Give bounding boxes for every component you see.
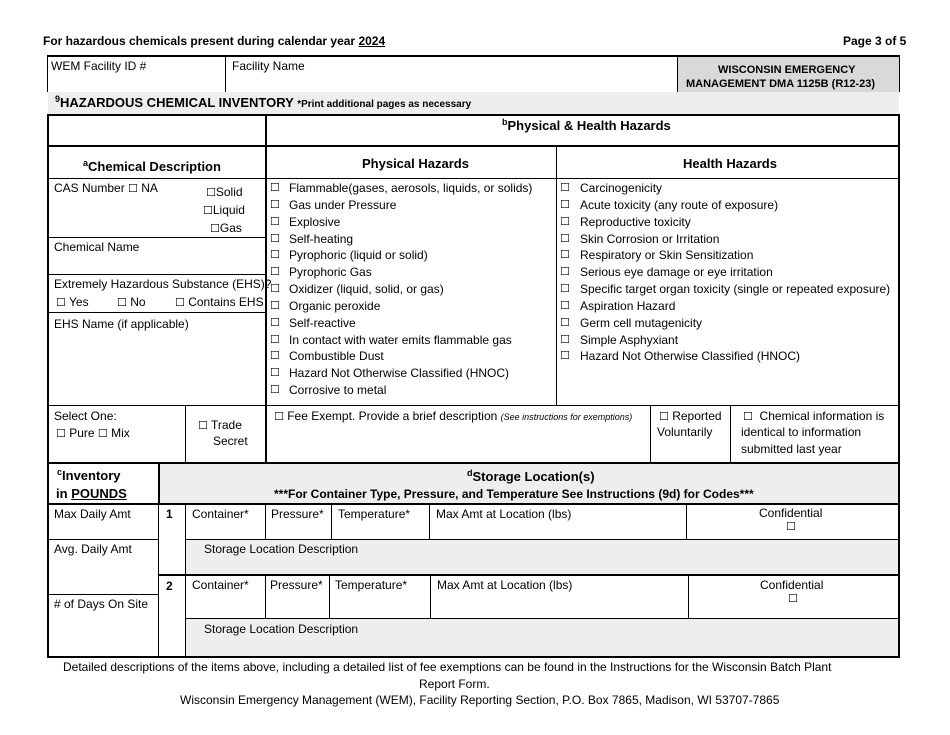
temperature-field[interactable]: Temperature* bbox=[335, 578, 408, 592]
chemical-name-field[interactable]: Chemical Name bbox=[54, 240, 140, 254]
health-hazards-title: Health Hazards bbox=[683, 156, 777, 171]
physical-hazard-label: Combustible Dust bbox=[289, 349, 384, 363]
max-amt-location-field[interactable]: Max Amt at Location (lbs) bbox=[437, 578, 573, 592]
reported-label1: Reported bbox=[672, 409, 722, 423]
physical-hazard-label: Oxidizer (liquid, solid, or gas) bbox=[289, 282, 444, 296]
health-hazard-checkbox[interactable]: ☐ bbox=[560, 349, 570, 362]
inventory-letter: c bbox=[57, 467, 63, 477]
facility-name-field[interactable]: Facility Name bbox=[232, 59, 305, 73]
health-hazard-label: Carcinogenicity bbox=[580, 181, 663, 195]
hazards-heading-text: Physical & Health Hazards bbox=[507, 118, 671, 133]
physical-hazard-checkbox[interactable]: ☐ bbox=[270, 333, 280, 346]
max-amt-location-field[interactable]: Max Amt at Location (lbs) bbox=[436, 507, 572, 521]
physical-hazard-label: Self-heating bbox=[289, 232, 354, 246]
ehs-contains-option bbox=[175, 295, 264, 310]
inventory-heading-line2 bbox=[56, 487, 127, 501]
footer-line1: Detailed descriptions of the items above, including a detailed list of fee exemptions can be found in the Instructions for the Wisconsin Batch Plant bbox=[63, 660, 832, 674]
footer-line2: Report Form. bbox=[419, 677, 490, 691]
trade-secret-option bbox=[198, 418, 242, 433]
section9-number: 9 bbox=[55, 94, 61, 104]
hazards-letter: b bbox=[502, 117, 508, 127]
ehs-contains-label: Contains EHS bbox=[188, 295, 264, 309]
physical-hazard-label: Flammable(gases, aerosols, liquids, or solids) bbox=[289, 181, 533, 195]
section9-title-text: HAZARDOUS CHEMICAL INVENTORY bbox=[60, 95, 294, 110]
health-hazard-checkbox[interactable]: ☐ bbox=[560, 181, 570, 194]
fee-exempt-option bbox=[274, 409, 632, 424]
calendar-year[interactable]: 2024 bbox=[358, 34, 386, 48]
container-field[interactable]: Container* bbox=[192, 578, 249, 592]
physical-hazard-checkbox[interactable]: ☐ bbox=[270, 215, 280, 228]
storage-row-number: 2 bbox=[166, 579, 173, 593]
identical-label2: identical to information bbox=[741, 425, 862, 439]
pressure-field[interactable]: Pressure* bbox=[270, 578, 323, 592]
inventory-title1: Inventory bbox=[62, 468, 121, 483]
solid-checkbox[interactable]: ☐ bbox=[206, 186, 216, 199]
confidential-label: Confidential bbox=[759, 506, 823, 520]
physical-hazard-checkbox[interactable]: ☐ bbox=[270, 265, 280, 278]
identical-label3: submitted last year bbox=[741, 442, 842, 456]
max-daily-amt-field[interactable]: Max Daily Amt bbox=[54, 507, 131, 521]
physical-hazard-checkbox[interactable]: ☐ bbox=[270, 198, 280, 211]
agency-line2: MANAGEMENT DMA 1125B (R12-23) bbox=[686, 78, 876, 90]
container-field[interactable]: Container* bbox=[192, 507, 249, 521]
physical-hazard-checkbox[interactable]: ☐ bbox=[270, 349, 280, 362]
pure-label: Pure bbox=[69, 426, 95, 440]
state-liquid bbox=[203, 203, 245, 218]
footer-address: Wisconsin Emergency Management (WEM), Facility Reporting Section, P.O. Box 7865, Madison, WI 53707-7865 bbox=[180, 693, 780, 707]
physical-hazard-checkbox[interactable]: ☐ bbox=[270, 248, 280, 261]
ehs-question: Extremely Hazardous Substance (EHS)? bbox=[54, 277, 272, 291]
inventory-title2-prefix: in bbox=[56, 486, 68, 501]
health-hazard-checkbox[interactable]: ☐ bbox=[560, 299, 570, 312]
inventory-heading bbox=[57, 469, 121, 484]
health-hazard-label: Serious eye damage or eye irritation bbox=[580, 265, 773, 279]
identical-checkbox[interactable]: ☐ bbox=[743, 410, 753, 423]
liquid-label: Liquid bbox=[212, 203, 245, 217]
physical-hazard-checkbox[interactable]: ☐ bbox=[270, 366, 280, 379]
health-hazard-checkbox[interactable]: ☐ bbox=[560, 333, 570, 346]
health-hazard-label: Specific target organ toxicity (single or repeated exposure) bbox=[580, 282, 891, 296]
physical-hazard-label: Gas under Pressure bbox=[289, 198, 397, 212]
physical-hazard-label: Self-reactive bbox=[289, 316, 356, 330]
health-hazard-checkbox[interactable]: ☐ bbox=[560, 282, 570, 295]
storage-instructions: ***For Container Type, Pressure, and Temperature See Instructions (9d) for Codes*** bbox=[274, 487, 754, 501]
health-hazard-label: Aspiration Hazard bbox=[580, 299, 676, 313]
storage-heading bbox=[467, 470, 595, 485]
health-hazard-label: Germ cell mutagenicity bbox=[580, 316, 703, 330]
form-year-heading bbox=[43, 34, 385, 48]
ehs-yes-option bbox=[56, 295, 89, 310]
ehs-no-checkbox[interactable]: ☐ bbox=[117, 296, 127, 309]
physical-hazard-label: Explosive bbox=[289, 215, 341, 229]
mix-label: Mix bbox=[111, 426, 130, 440]
health-hazard-label: Respiratory or Skin Sensitization bbox=[580, 248, 754, 262]
days-on-site-field[interactable]: # of Days On Site bbox=[54, 597, 149, 611]
chem-description-text: Chemical Description bbox=[88, 159, 221, 174]
trade-secret-label2: Secret bbox=[213, 434, 248, 448]
physical-hazard-label: In contact with water emits flammable gas bbox=[289, 333, 512, 347]
trade-secret-checkbox[interactable]: ☐ bbox=[198, 419, 208, 432]
temperature-field[interactable]: Temperature* bbox=[338, 507, 411, 521]
storage-row-number: 1 bbox=[166, 507, 173, 521]
storage-letter: d bbox=[467, 468, 473, 478]
physical-hazard-label: Organic peroxide bbox=[289, 299, 381, 313]
avg-daily-amt-field[interactable]: Avg. Daily Amt bbox=[54, 542, 132, 556]
health-hazard-label: Reproductive toxicity bbox=[580, 215, 691, 229]
cas-number-field[interactable] bbox=[54, 181, 158, 196]
storage-title: Storage Location(s) bbox=[472, 469, 595, 484]
pure-checkbox[interactable]: ☐ bbox=[56, 427, 66, 440]
reported-label2: Voluntarily bbox=[657, 425, 713, 439]
fee-exempt-text: Fee Exempt. Provide a brief description bbox=[287, 409, 498, 423]
physical-hazard-checkbox[interactable]: ☐ bbox=[270, 299, 280, 312]
section9-note: *Print additional pages as necessary bbox=[297, 99, 472, 110]
confidential-label: Confidential bbox=[760, 578, 824, 592]
fee-exempt-checkbox[interactable]: ☐ bbox=[274, 410, 284, 423]
state-solid bbox=[206, 185, 243, 200]
health-hazard-label: Acute toxicity (any route of exposure) bbox=[580, 198, 779, 212]
solid-label: Solid bbox=[215, 185, 243, 199]
health-hazard-label: Hazard Not Otherwise Classified (HNOC) bbox=[580, 349, 801, 363]
gas-checkbox[interactable]: ☐ bbox=[210, 222, 220, 235]
fee-exempt-note: (See instructions for exemptions) bbox=[500, 412, 633, 422]
physical-hazard-label: Corrosive to metal bbox=[289, 383, 387, 397]
gas-label: Gas bbox=[219, 221, 242, 235]
physical-hazards-title: Physical Hazards bbox=[362, 156, 469, 171]
health-hazard-label: Skin Corrosion or Irritation bbox=[580, 232, 720, 246]
health-hazard-checkbox[interactable]: ☐ bbox=[560, 198, 570, 211]
liquid-checkbox[interactable]: ☐ bbox=[203, 204, 213, 217]
storage-location-description-field[interactable]: Storage Location Description bbox=[204, 542, 359, 556]
cas-number-label: CAS Number bbox=[54, 181, 125, 195]
ehs-name-field[interactable]: EHS Name (if applicable) bbox=[54, 317, 189, 331]
confidential-checkbox[interactable]: ☐ bbox=[788, 592, 798, 605]
physical-hazard-checkbox[interactable]: ☐ bbox=[270, 232, 280, 245]
chem-description-heading bbox=[83, 160, 221, 175]
identical-label1: Chemical information is bbox=[759, 409, 885, 423]
health-hazard-checkbox[interactable]: ☐ bbox=[560, 265, 570, 278]
year-heading-prefix: For hazardous chemicals present during calendar year bbox=[43, 34, 356, 48]
physical-hazard-checkbox[interactable]: ☐ bbox=[270, 316, 280, 329]
identical-option bbox=[743, 409, 884, 424]
hazards-heading bbox=[502, 119, 671, 134]
health-hazard-checkbox[interactable]: ☐ bbox=[560, 232, 570, 245]
physical-hazard-checkbox[interactable]: ☐ bbox=[270, 282, 280, 295]
health-hazard-checkbox[interactable]: ☐ bbox=[560, 248, 570, 261]
physical-hazard-checkbox[interactable]: ☐ bbox=[270, 181, 280, 194]
reported-voluntarily-checkbox[interactable]: ☐ bbox=[659, 410, 669, 423]
trade-secret-label1: Trade bbox=[211, 418, 242, 432]
ehs-no-option bbox=[117, 295, 146, 310]
facility-id-field[interactable]: WEM Facility ID # bbox=[51, 59, 147, 73]
pressure-field[interactable]: Pressure* bbox=[271, 507, 324, 521]
physical-hazard-label: Pyrophoric Gas bbox=[289, 265, 372, 279]
health-hazard-checkbox[interactable]: ☐ bbox=[560, 215, 570, 228]
confidential-checkbox[interactable]: ☐ bbox=[786, 520, 796, 533]
storage-location-description-field[interactable]: Storage Location Description bbox=[204, 622, 359, 636]
section9-title bbox=[55, 96, 471, 112]
cas-na-label: NA bbox=[141, 181, 158, 195]
reported-voluntarily-option bbox=[659, 409, 722, 424]
chem-letter: a bbox=[83, 158, 89, 168]
physical-hazard-checkbox[interactable]: ☐ bbox=[270, 383, 280, 396]
pure-mix-options bbox=[56, 426, 130, 441]
health-hazard-label: Simple Asphyxiant bbox=[580, 333, 679, 347]
physical-hazard-label: Hazard Not Otherwise Classified (HNOC) bbox=[289, 366, 510, 380]
select-one-label: Select One: bbox=[54, 409, 117, 423]
state-gas bbox=[210, 221, 242, 236]
ehs-contains-checkbox[interactable]: ☐ bbox=[175, 296, 185, 309]
ehs-no-label: No bbox=[130, 295, 146, 309]
cas-na-checkbox[interactable]: ☐ bbox=[128, 182, 138, 195]
agency-line1: WISCONSIN EMERGENCY bbox=[718, 64, 856, 76]
health-hazard-checkbox[interactable]: ☐ bbox=[560, 316, 570, 329]
ehs-yes-checkbox[interactable]: ☐ bbox=[56, 296, 66, 309]
inventory-units: POUNDS bbox=[71, 486, 127, 501]
ehs-yes-label: Yes bbox=[69, 295, 89, 309]
page-number: Page 3 of 5 bbox=[843, 34, 907, 48]
mix-checkbox[interactable]: ☐ bbox=[97, 427, 108, 440]
physical-hazard-label: Pyrophoric (liquid or solid) bbox=[289, 248, 428, 262]
